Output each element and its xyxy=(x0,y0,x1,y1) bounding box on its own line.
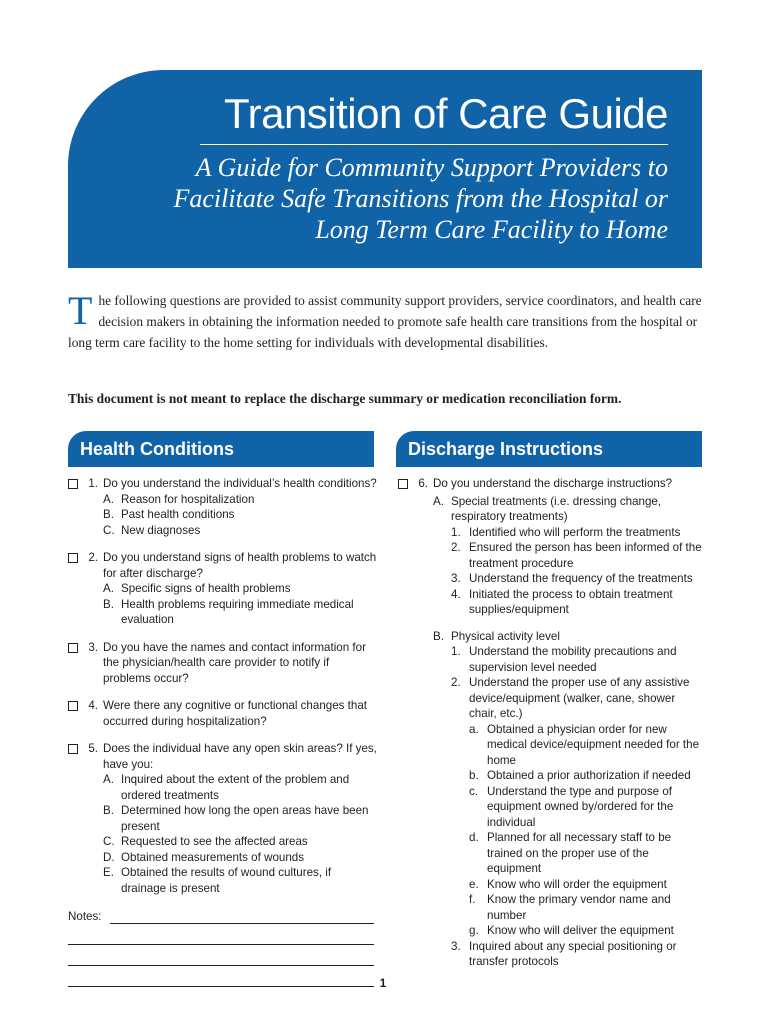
notes-line[interactable] xyxy=(68,954,374,966)
question-6 xyxy=(398,476,704,970)
list-item: f. Know the primary vendor name and number xyxy=(469,893,671,922)
list-item: e. Know who will order the equipment xyxy=(469,877,667,891)
question-number: 6. xyxy=(418,477,428,490)
drop-cap: T xyxy=(68,288,93,333)
intro-text: he following questions are provided to assist community support providers, service coordinators, and health care decision makers in obtaining the information needed to promote safe health care transitions from the hospital or long term care facility to the home setting for individuals with developmental disabilities. xyxy=(68,293,702,350)
list-item: B. Physical activity level 1. Understand the mobility precautions and supervision level needed 2. Understand the proper use of any assistive device/equipment (walker, cane, shower chair, etc.) a. Obtained a physician order for new medical device/equipment needed for the home b. Obtained a prior authorization if needed c. Understand the type and purpose of equipment owned by/ordered for the individual d. Planned for all necessary staff to be trained on the proper use of the equipment e. Know who will order the equipment f. Know the primary vendor name and number g. Know who will deliver the equipment 3. Inquired about any special positioning or transfer protocols xyxy=(433,629,704,970)
title-banner xyxy=(68,70,702,268)
page-number: 1 xyxy=(379,976,387,990)
list-item: B. Past health conditions xyxy=(103,508,235,521)
notes-line[interactable] xyxy=(68,933,374,945)
list-item: B. Determined how long the open areas have been present xyxy=(103,804,369,833)
question-text: Do you have the names and contact information for the physician/health care provider to notify if problems occur? xyxy=(103,640,366,685)
list-item: b. Obtained a prior authorization if needed xyxy=(469,769,691,782)
list-item: C. New diagnoses xyxy=(103,523,201,537)
checkbox-q2[interactable] xyxy=(68,553,78,563)
question-2 xyxy=(68,550,378,628)
question-5 xyxy=(68,741,378,896)
question-number: 1. xyxy=(88,477,98,490)
question-number: 3. xyxy=(88,640,98,654)
list-item: 1. Identified who will perform the treatments xyxy=(451,525,681,539)
checkbox-q1[interactable] xyxy=(68,479,78,489)
list-item: 1. Understand the mobility precautions and supervision level needed xyxy=(451,645,677,674)
list-item: C. Requested to see the affected areas xyxy=(103,835,308,848)
list-item: a. Obtained a physician order for new medical device/equipment needed for the home xyxy=(469,722,700,767)
list-item: D. Obtained measurements of wounds xyxy=(103,850,305,864)
notes-label: Notes: xyxy=(68,909,102,923)
question-number: 5. xyxy=(88,742,98,755)
list-item: A. Special treatments (i.e. dressing change, respiratory treatments) 1. Identified who will perform the treatments 2. Ensured the person has been informed of the treatment procedure 3. Understand the frequency of the treatments 4. Initiated the process to obtain treatment supplies/equipment xyxy=(433,494,704,618)
intro-paragraph xyxy=(68,290,702,353)
title-rule xyxy=(200,144,668,145)
list-item: A. Specific signs of health problems xyxy=(103,582,291,595)
question-text: Do you understand the individual’s health conditions? xyxy=(103,477,377,490)
discharge-instructions-column xyxy=(398,476,704,970)
list-item: c. Understand the type and purpose of equipment owned by/ordered for the individual xyxy=(469,784,674,829)
discharge-instructions-header: Discharge Instructions xyxy=(396,431,702,467)
list-item: 3. Understand the frequency of the treatments xyxy=(451,572,693,585)
question-3 xyxy=(68,640,378,687)
question-1 xyxy=(68,476,378,538)
disclaimer: This document is not meant to replace the discharge summary or medication reconciliation form. xyxy=(68,391,622,406)
list-item: A. Inquired about the extent of the problem and ordered treatments xyxy=(103,773,350,802)
list-item: B. Health problems requiring immediate medical evaluation xyxy=(103,597,354,626)
list-item: g. Know who will deliver the equipment xyxy=(469,924,674,937)
checkbox-q6[interactable] xyxy=(398,479,408,489)
page-title: Transition of Care Guide xyxy=(224,90,668,137)
checkbox-q5[interactable] xyxy=(68,744,78,754)
question-text: Do you understand the discharge instructions? xyxy=(433,477,673,490)
page-subtitle: A Guide for Community Support Providers to Facilitate Safe Transitions from the Hospital or Long Term Care Facility to Home xyxy=(173,153,668,244)
question-number: 2. xyxy=(88,551,98,564)
health-conditions-column xyxy=(68,476,378,987)
list-item: d. Planned for all necessary staff to be trained on the proper use of the equipment xyxy=(469,831,672,875)
question-text: Does the individual have any open skin areas? If yes, have you: xyxy=(103,742,377,771)
notes-line[interactable] xyxy=(110,912,374,924)
checkbox-q3[interactable] xyxy=(68,643,78,653)
checkbox-q4[interactable] xyxy=(68,701,78,711)
list-item: A. Reason for hospitalization xyxy=(103,492,255,506)
list-item: 2. Understand the proper use of any assistive device/equipment (walker, cane, shower chair, etc.) a. Obtained a physician order for new medical device/equipment needed for the home b. Obtained a prior authorization if needed c. Understand the type and purpose of equipment owned by/ordered for the individual d. Planned for all necessary staff to be trained on the proper use of the equipment e. Know who will order the equipment f. Know the primary vendor name and number g. Know who will deliver the equipment xyxy=(451,675,704,939)
list-item: E. Obtained the results of wound cultures, if drainage is present xyxy=(103,866,332,895)
question-number: 4. xyxy=(88,699,98,712)
list-item: 2. Ensured the person has been informed of the treatment procedure xyxy=(451,541,702,570)
list-item: 4. Initiated the process to obtain treatment supplies/equipment xyxy=(451,587,673,616)
question-text: Were there any cognitive or functional changes that occurred during hospitalization? xyxy=(103,699,368,728)
question-4 xyxy=(68,698,378,729)
health-conditions-header: Health Conditions xyxy=(68,431,374,467)
notes-line[interactable] xyxy=(68,975,374,987)
list-item: 3. Inquired about any special positioning or transfer protocols xyxy=(451,939,677,968)
question-text: Do you understand signs of health problems to watch for after discharge? xyxy=(103,551,377,580)
notes-section xyxy=(68,903,378,987)
